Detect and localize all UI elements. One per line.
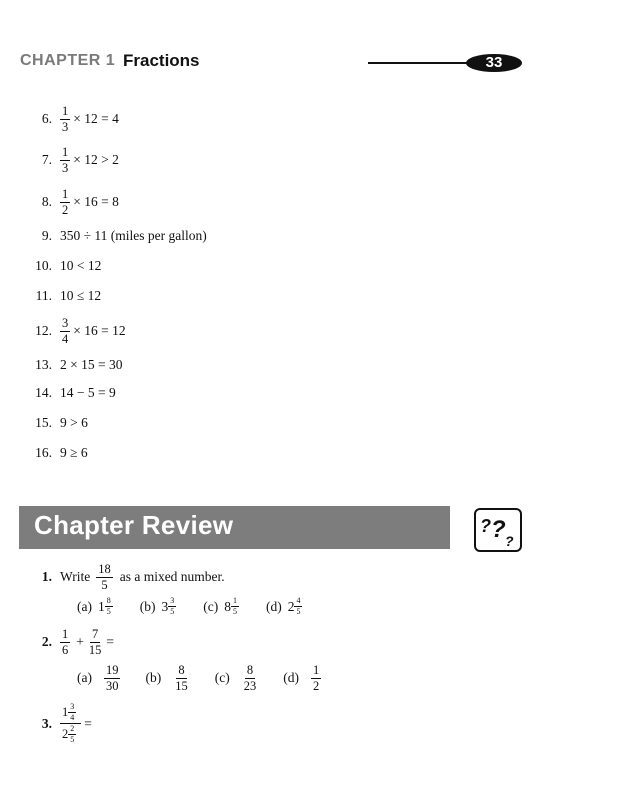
- answer-12: [30, 317, 126, 345]
- item-number: 15.: [35, 415, 52, 430]
- answer-text: 14 − 5 = 9: [60, 385, 116, 400]
- answer-6: [30, 105, 119, 133]
- complex-fraction: 1 $\frac{3}{4}$ 2 $\frac{2}{5}$: [60, 703, 81, 744]
- page-number-badge: 33: [466, 54, 522, 72]
- question-number: 2.: [41, 634, 52, 649]
- answer-text: 10 ≤ 12: [60, 288, 102, 303]
- item-number: 16.: [35, 445, 52, 460]
- answer-text: × 16 = 12: [73, 323, 126, 338]
- fraction: $\frac{1}{3}$: [62, 104, 69, 134]
- option-b[interactable]: (b) $\frac{8}{15}$: [145, 663, 188, 693]
- item-number: 6.: [41, 111, 52, 126]
- chapter-review-title: Chapter Review: [34, 510, 234, 540]
- item-number: 12.: [35, 323, 52, 338]
- fraction: $\frac{18}{5}$: [98, 562, 111, 592]
- question-marks-icon: [474, 508, 522, 552]
- answer-15: [30, 415, 88, 431]
- answer-text: × 16 = 8: [73, 194, 119, 209]
- item-number: 9.: [41, 228, 52, 243]
- fraction: $\frac{3}{4}$: [62, 316, 69, 346]
- option-d[interactable]: (d) $\frac{1}{2}$: [283, 663, 320, 693]
- question-number: 1.: [41, 569, 52, 584]
- question-3: [30, 703, 92, 744]
- question-1-options: [77, 597, 329, 616]
- answer-text: × 12 = 4: [73, 111, 119, 126]
- question-2-options: [77, 664, 348, 692]
- answer-text: 2 × 15 = 30: [60, 357, 123, 372]
- question-text-pre: Write: [60, 569, 91, 584]
- question-1: [30, 563, 225, 591]
- question-2: [30, 628, 114, 656]
- question-number: 3.: [41, 715, 52, 731]
- answer-text: 350 ÷ 11 (miles per gallon): [60, 228, 207, 243]
- answer-9: [30, 228, 207, 244]
- fraction: $\frac{1}{2}$: [62, 187, 69, 217]
- header-rule: [368, 62, 478, 64]
- answer-text: × 12 > 2: [73, 152, 119, 167]
- item-number: 10.: [35, 258, 52, 273]
- answer-10: [30, 258, 101, 274]
- svg-text:?: ?: [505, 533, 514, 549]
- fraction: $\frac{1}{3}$: [62, 145, 69, 175]
- option-a[interactable]: (a) 1 $\frac{8}{5}$: [77, 596, 111, 616]
- option-b[interactable]: (b) 3 $\frac{3}{5}$: [139, 596, 175, 616]
- item-number: 7.: [41, 152, 52, 167]
- plus-sign: +: [76, 634, 84, 649]
- item-number: 11.: [35, 288, 52, 303]
- svg-text:?: ?: [491, 516, 506, 543]
- answer-text: 9 ≥ 6: [60, 445, 88, 460]
- answer-8: [30, 188, 119, 216]
- item-number: 8.: [41, 194, 52, 209]
- option-c[interactable]: (c) $\frac{8}{23}$: [214, 663, 257, 693]
- chapter-label: CHAPTER 1: [20, 52, 116, 69]
- answer-13: [30, 357, 122, 373]
- answer-text: 9 > 6: [60, 415, 88, 430]
- option-a[interactable]: (a) $\frac{19}{30}$: [77, 663, 119, 693]
- answer-7: [30, 146, 119, 174]
- svg-text:?: ?: [480, 516, 491, 536]
- question-text-post: as a mixed number.: [119, 569, 225, 584]
- answer-11: [30, 288, 101, 304]
- equals-sign: =: [106, 634, 114, 649]
- option-d[interactable]: (d) 2 $\frac{4}{5}$: [265, 596, 301, 616]
- answer-14: [30, 385, 116, 401]
- answer-text: 10 < 12: [60, 258, 102, 273]
- fraction: $\frac{1}{6}$: [62, 627, 69, 657]
- answer-16: [30, 445, 88, 461]
- item-number: 13.: [35, 357, 52, 372]
- item-number: 14.: [35, 385, 52, 400]
- fraction: $\frac{7}{15}$: [88, 627, 102, 657]
- equals-sign: =: [84, 715, 92, 731]
- option-c[interactable]: (c) 8 $\frac{1}{5}$: [203, 596, 237, 616]
- chapter-title: Fractions: [123, 51, 200, 70]
